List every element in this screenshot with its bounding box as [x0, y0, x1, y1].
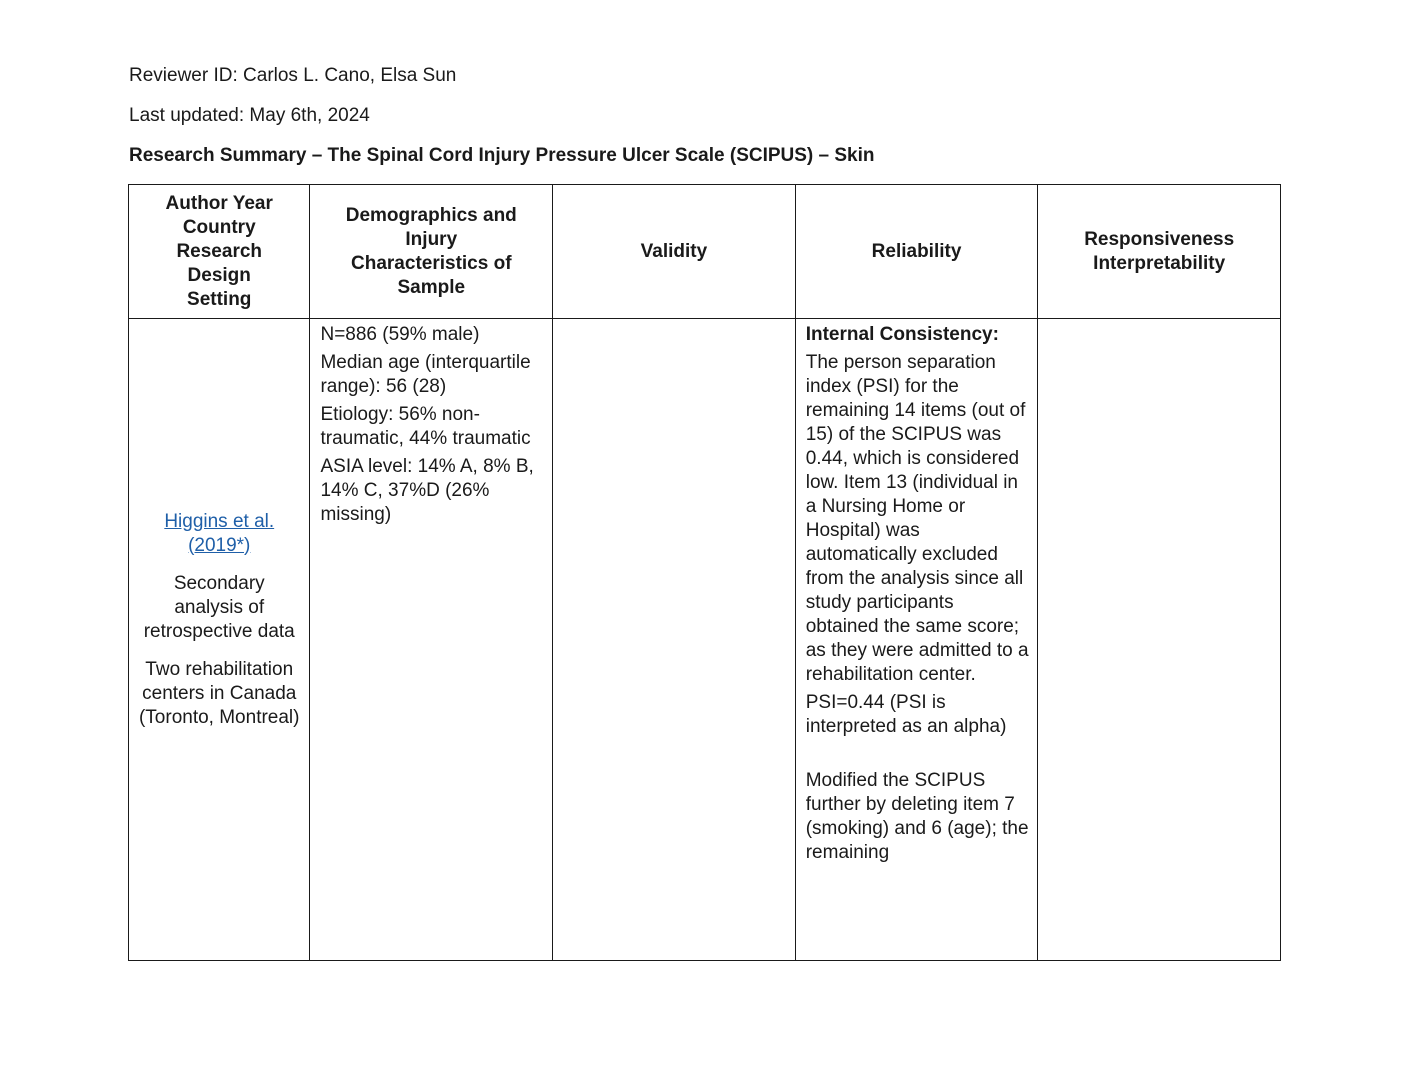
demographics-asia-level: ASIA level: 14% A, 8% B, 14% C, 37%D (26% missing) — [320, 456, 534, 525]
header-reliability — [795, 185, 1038, 319]
reliability-psi-value: PSI=0.44 (PSI is interpreted as an alpha) — [805, 692, 1007, 737]
research-summary-table — [128, 184, 1281, 961]
header-demographics — [310, 185, 553, 319]
header-author-line-2: Country — [182, 216, 256, 238]
reliability-spacer — [806, 739, 1030, 769]
header-demographics-line-1: Demographics and — [345, 204, 517, 226]
header-validity-line-1: Validity — [640, 240, 708, 262]
reliability-heading: Internal Consistency: — [805, 324, 999, 345]
page-title: Research Summary – The Spinal Cord Injury Pressure Ulcer Scale (SCIPUS) – Skin — [129, 145, 875, 166]
header-responsiveness-line-1: Responsiveness — [1084, 228, 1235, 250]
table-header-row — [129, 185, 1281, 319]
header-reliability-line-1: Reliability — [871, 240, 962, 262]
header-author — [129, 185, 310, 319]
header-demographics-line-2: Injury — [405, 228, 458, 250]
header-demographics-line-3: Characteristics of — [351, 252, 512, 274]
reliability-psi-description: The person separation index (PSI) for the remaining 14 items (out of 15) of the SCIPUS was 0.44, which is considered low. Item 13 (individual in a Nursing Home or Hospital) was automatically excluded from the analysis since all study participants obtained the same score; as they were admitted to a rehabilitation center. — [805, 352, 1029, 685]
cell-responsiveness — [1038, 319, 1281, 961]
demographics-etiology: Etiology: 56% non-traumatic, 44% traumatic — [320, 404, 531, 449]
citation-link[interactable]: Higgins et al. (2019*) — [164, 510, 275, 556]
last-updated: Last updated: May 6th, 2024 — [129, 105, 370, 126]
cell-demographics — [310, 319, 553, 961]
setting: Two rehabilitation centers in Canada (Toronto, Montreal) — [138, 658, 300, 728]
demographics-age: Median age (interquartile range): 56 (28) — [320, 352, 531, 397]
cell-validity — [553, 319, 796, 961]
header-responsiveness — [1038, 185, 1281, 319]
cell-author — [129, 319, 310, 961]
header-author-line-1: Author Year — [165, 192, 273, 214]
reviewer-id: Reviewer ID: Carlos L. Cano, Elsa Sun — [129, 65, 457, 86]
research-design: Secondary analysis of retrospective data — [143, 572, 295, 642]
header-validity — [553, 185, 796, 319]
header-author-line-3: Research — [176, 240, 263, 262]
table-row — [129, 319, 1281, 961]
demographics-sample-size: N=886 (59% male) — [320, 324, 480, 345]
header-author-line-4: Design — [187, 264, 251, 286]
cell-reliability — [795, 319, 1038, 961]
header-author-line-5: Setting — [187, 288, 252, 310]
header-responsiveness-line-2: Interpretability — [1093, 252, 1226, 274]
header-demographics-line-4: Sample — [397, 276, 466, 298]
reliability-modified: Modified the SCIPUS further by deleting item 7 (smoking) and 6 (age); the remaining — [805, 770, 1029, 863]
